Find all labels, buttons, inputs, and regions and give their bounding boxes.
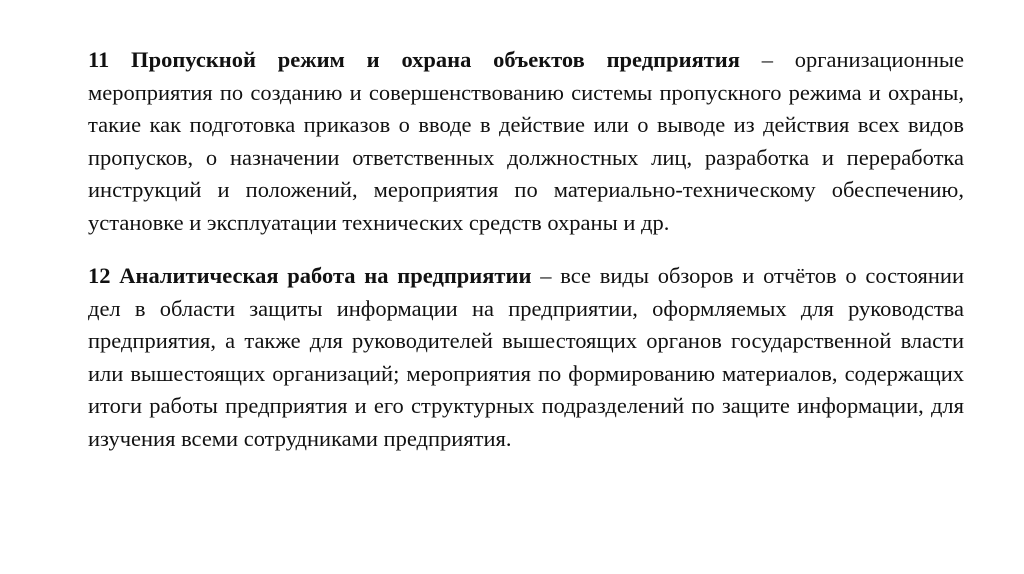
term-heading: 12 Аналитическая работа на предприятии xyxy=(88,263,532,288)
term-heading: 11 Пропускной режим и охрана объектов предприятия xyxy=(88,47,740,72)
definition-paragraph-11 xyxy=(88,44,964,239)
definition-text: – организационные мероприятия по созданию и совершенствованию системы пропускного режима и охраны, такие как подготовка приказов о вводе в действие или о выводе из действия всех видов пропусков, о назначении ответственных должностных лиц, разработка и переработка инструкций и положений, мероприятия по материально-техническому обеспечению, установке и эксплуатации технических средств охраны и др. xyxy=(88,47,964,235)
definition-paragraph-12 xyxy=(88,260,964,455)
definition-text: – все виды обзоров и отчётов о состоянии дел в области защиты информации на предприятии, оформляемых для руководства предприятия, а также для руководителей вышестоящих органов государственной власти или вышестоящих организаций; мероприятия по формированию материалов, содержащих итоги работы предприятия и его структурных подразделений по защите информации, для изучения всеми сотрудниками предприятия. xyxy=(88,263,964,451)
